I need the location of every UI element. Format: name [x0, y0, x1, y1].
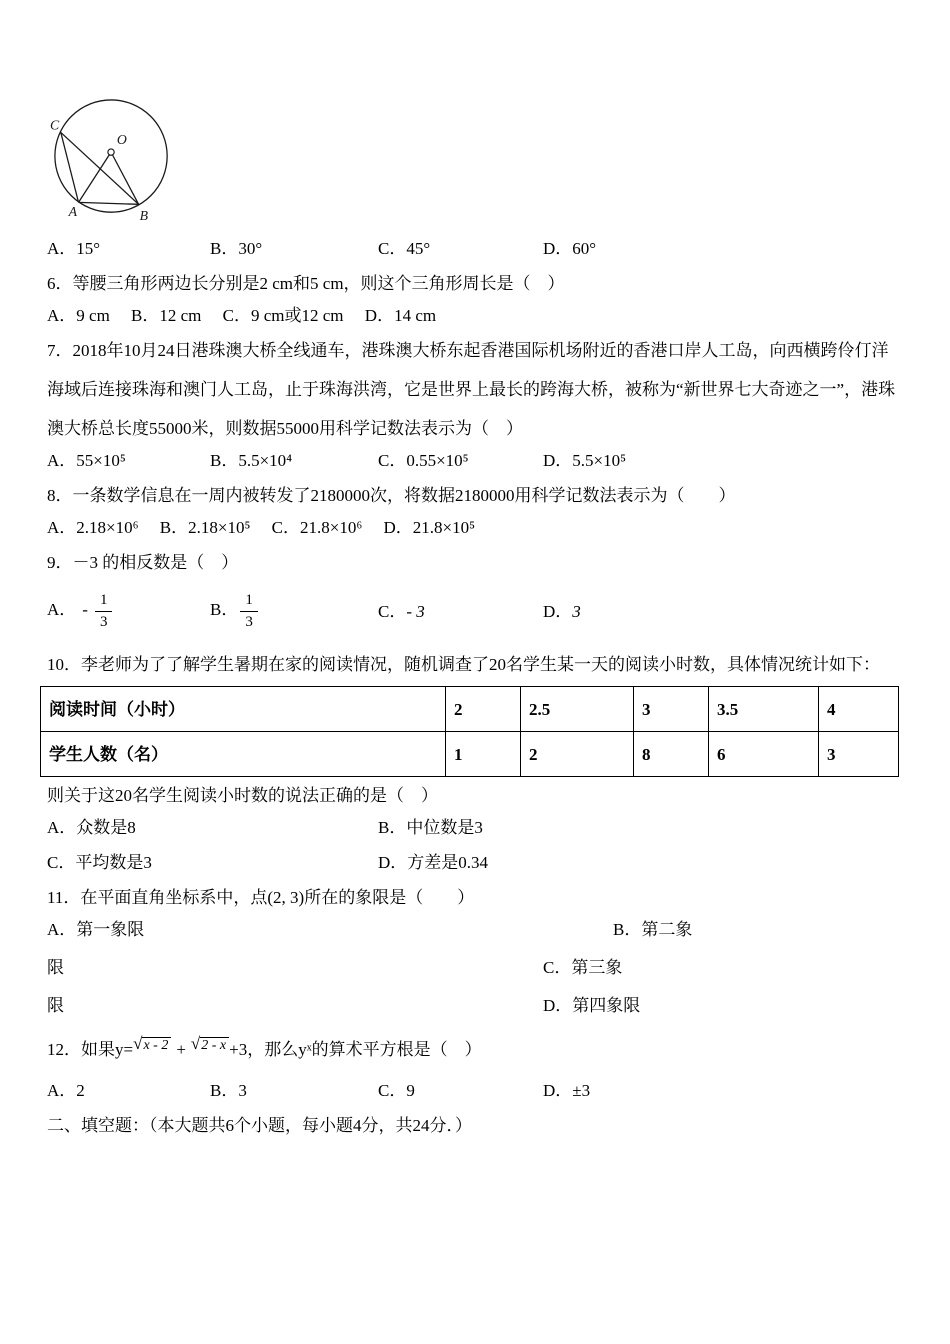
fraction-numerator: 1 [95, 591, 113, 612]
table-cell: 2.5 [521, 687, 634, 732]
radicand: 2 - x [200, 1037, 229, 1053]
q9-option-b-fraction [240, 591, 258, 632]
q10-option-c: C．平均数是3 [47, 853, 152, 872]
fraction-denominator: 3 [99, 613, 108, 630]
question-11-text: 11．在平面直角坐标系中，点(2, 3)所在的象限是（ ） [47, 888, 475, 907]
q5-option-d: D．60° [543, 239, 597, 258]
question-9-text: 9．－3 的相反数是（ ） [47, 553, 239, 572]
segment-cb [61, 132, 139, 204]
question-8-options [47, 517, 900, 538]
q6-option-c: C．9 cm或12 cm [222, 306, 344, 325]
q6-option-a: A．9 cm [47, 306, 110, 325]
fraction-numerator: 1 [240, 591, 258, 612]
q12-option-a: A．2 [47, 1081, 85, 1100]
question-10-options-row1 [47, 817, 900, 838]
q8-option-b: B．2.18×10⁵ [159, 518, 251, 537]
segment-ca [61, 132, 79, 202]
figure-label-b: B [139, 208, 149, 224]
figure-label-a: A [68, 204, 78, 220]
table-cell: 8 [634, 732, 709, 777]
question-11-options-line1 [47, 919, 900, 940]
q11-option-c-part2: 限 [47, 996, 64, 1015]
question-6-options [47, 305, 900, 326]
q5-option-b: B．30° [210, 239, 263, 258]
table-cell: 3.5 [709, 687, 819, 732]
q11-option-c-part1: C．第三象 [543, 958, 623, 977]
table-cell: 2 [521, 732, 634, 777]
q10-option-d: D．方差是0.34 [378, 853, 489, 872]
q5-option-c: C．45° [378, 239, 431, 258]
table-cell: 阅读时间（小时） [41, 687, 446, 732]
table-cell: 学生人数（名） [41, 732, 446, 777]
figure-label-o: O [116, 132, 127, 148]
q11-option-b-part2: 限 [47, 958, 64, 977]
q10-option-b: B．中位数是3 [378, 818, 483, 837]
q12-option-d: D．±3 [543, 1081, 591, 1100]
table-cell: 6 [709, 732, 819, 777]
q12-prefix: 12．如果y= [47, 1040, 134, 1059]
q10-option-a: A．众数是8 [47, 818, 136, 837]
q12-suffix: +3，那么yˣ的算术平方根是（ ） [229, 1040, 482, 1059]
q9-option-d-label: D． [543, 601, 573, 621]
q7-option-b: B．5.5×10⁴ [210, 451, 293, 470]
question-10-text2: 则关于这20名学生阅读小时数的说法正确的是（ ） [47, 786, 438, 805]
q11-option-d: D．第四象限 [543, 996, 641, 1015]
q11-option-a: A．第一象限 [47, 920, 145, 939]
q12-option-c: C．9 [378, 1081, 415, 1100]
q9-option-b [210, 591, 378, 632]
figure-label-c: C [49, 117, 60, 133]
circle-shape [55, 100, 167, 212]
question-7-options [47, 450, 900, 471]
question-10-options-row2 [47, 852, 900, 873]
sqrt-radical-2 [191, 1033, 229, 1056]
table-cell: 3 [819, 732, 899, 777]
question-7-text-line3: 澳大桥总长度55000米，则数据55000用科学记数法表示为（ ） [47, 419, 523, 438]
radical-sign: √ [190, 1034, 201, 1053]
table-row-reading-time [41, 687, 899, 732]
q7-option-a: A．55×10⁵ [47, 451, 126, 470]
question-12-text [47, 1033, 900, 1060]
question-6-text: 6．等腰三角形两边长分别是2 cm和5 cm，则这个三角形周长是（ ） [47, 274, 565, 293]
question-11-options-line3 [47, 995, 900, 1016]
table-cell: 2 [446, 687, 521, 732]
question-7-text-line1: 7．2018年10月24日港珠澳大桥全线通车，港珠澳大桥东起香港国际机场附近的香港口岸人工岛，向西横跨伶仃洋 [47, 341, 889, 360]
table-cell: 3 [634, 687, 709, 732]
table-cell: 1 [446, 732, 521, 777]
q9-option-c [378, 601, 543, 622]
q8-option-a: A．2.18×10⁶ [47, 518, 139, 537]
segment-ab [79, 202, 139, 204]
segment-ob [111, 152, 139, 204]
q8-option-c: C．21.8×10⁶ [271, 518, 363, 537]
circle-geometry-figure [47, 95, 179, 225]
q9-option-b-label: B． [210, 599, 239, 619]
q9-option-c-label: C． [378, 601, 407, 621]
question-8-text: 8．一条数学信息在一周内被转发了2180000次，将数据2180000用科学记数法表示为（ ） [47, 486, 736, 505]
section-2-heading: 二、填空题：（本大题共6个小题，每小题4分，共24分．） [47, 1116, 472, 1135]
q11-option-b-part1: B．第二象 [613, 920, 693, 939]
q9-option-d-value: 3 [572, 601, 581, 621]
q9-option-a-fraction [95, 591, 113, 632]
q12-option-b: B．3 [210, 1081, 247, 1100]
question-11-options-line2 [47, 957, 900, 978]
q9-option-a-sign: - [82, 599, 88, 619]
q7-option-c: C．0.55×10⁵ [378, 451, 469, 470]
q9-option-d [543, 601, 900, 622]
q6-option-b: B．12 cm [131, 306, 202, 325]
center-point-o [108, 149, 114, 155]
q5-option-a: A．15° [47, 239, 101, 258]
q9-option-a [47, 591, 210, 632]
question-5-options [47, 238, 900, 259]
q9-option-c-value: - 3 [406, 601, 425, 621]
radical-sign: √ [133, 1034, 143, 1053]
q9-option-a-label: A． [47, 599, 77, 619]
q7-option-d: D．5.5×10⁵ [543, 451, 627, 470]
question-12-options [47, 1080, 900, 1101]
reading-hours-table [40, 686, 899, 777]
question-9-options [47, 584, 900, 638]
radicand: x - 2 [142, 1037, 171, 1053]
fraction-denominator: 3 [245, 613, 253, 630]
table-cell: 4 [819, 687, 899, 732]
sqrt-radical-1 [133, 1033, 171, 1056]
segment-oa [79, 152, 112, 202]
question-10-text: 10．李老师为了了解学生暑期在家的阅读情况，随机调查了20名学生某一天的阅读小时数，具体情况统计如下： [47, 655, 880, 674]
plus-operator: + [176, 1040, 186, 1059]
table-row-student-count [41, 732, 899, 777]
q8-option-d: D．21.8×10⁵ [383, 518, 476, 537]
circle-figure-svg [47, 95, 179, 225]
question-7-text-line2: 海域后连接珠海和澳门人工岛，止于珠海洪湾，它是世界上最长的跨海大桥，被称为“新世界七大奇迹之一”，港珠 [47, 380, 896, 399]
q6-option-d: D．14 cm [364, 306, 437, 325]
